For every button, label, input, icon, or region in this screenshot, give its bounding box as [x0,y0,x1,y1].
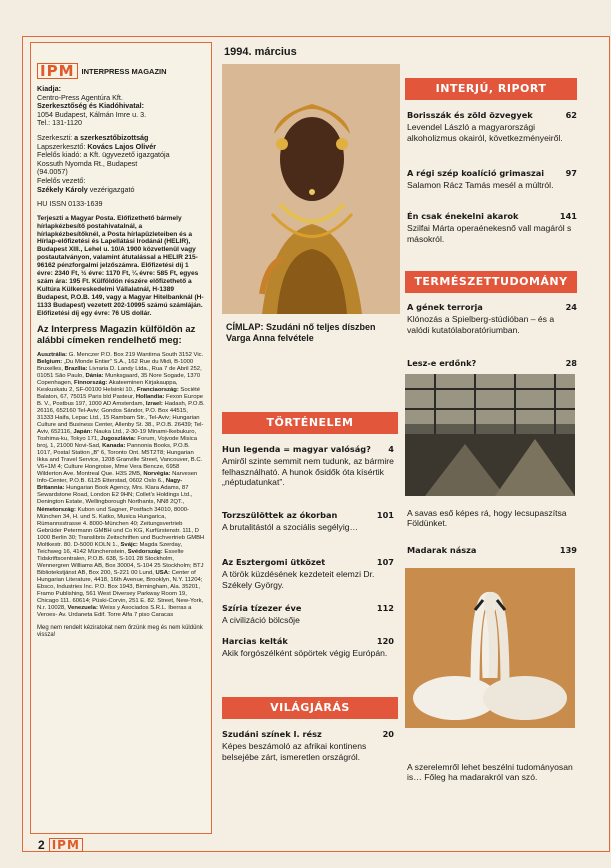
article-page: 101 [376,510,394,520]
swans-illustration [405,568,575,728]
toc-item[interactable] [222,603,394,626]
article-title: A gének terrorja [407,302,483,312]
article-desc: Salamon Rácz Tamás mesél a múltról. [407,180,554,191]
article-page: 24 [565,302,577,312]
article-title: A régi szép koalíció grimaszai [407,168,545,178]
toc-item[interactable] [407,358,577,368]
ipm-logo: IPM [37,63,78,79]
acid-rain-photo [405,374,575,496]
article-desc: Klónozás a Spielberg-stúdióban – és a valódi kutatólaboratóriumban. [407,314,555,335]
article-title: Borisszák és zöld özvegyek [407,110,533,120]
issue-date: 1994. március [224,46,297,58]
article-page: 139 [559,545,577,555]
section-vilagjaras: VILÁGJÁRÁS [222,697,398,719]
article-title: Szíria tízezer éve [222,603,302,613]
foreign-addresses: Ausztrália: G. Menczer P.O. Box 219 Wantirna South 3152 Vic. Belgium: „Du Monde Entier” S.A., 162 Rue du Midi, B-1000 Bruxelles, Brazília: Livraria D. Landy Ltda., Rua 7 de Abril 252, 01051 São Paulo, Dánia: Munksgaard, 35 Nore Sogade, 1370 Copenhagen, Finnország: Akateeminen Kirjakauppa, Keskuskatu 2, SF-00100 Helsinki 10., Franciaország: Société Balaton, 67, 75015 Paris bld Pasteur, Hollandia: Fexon Europe B. V., Postbus 197, 1000 AD Amsterdam, Izrael: Hadash, P.O.B. 26116, 652160 Tel-Aviv; Gondos Sándor, P.O. Box 44515, 31333 Haifa, Lepac Ltd., 15 Rambam Str., Tel-Aviv; Hungarian Culture and Business Center, Allenby St. 38., P.O.B. 26439; Tel-Aviv, 652116, Japán: Nauka Ltd., 2-30-19 Minami-Ikebukuro, Toshima-ku, Tokyo 171, Jugoszlávia: Forum, Vojvode Misica broj, 1, 21000 Novi-Sad, Kanada: Pannonia Books, P.O.B. 1017, Postal Station „B” 6, Toronto Ont. M5T2T8; Hungarian Ikka and Travel Service, 1208 Granville Street, Vancouver, B.C. V6+1M 4; Culture Hongroise, Mme Vera Bencze, 6958 Wilderton Ave. Montreal Que. H3S 2M5, Norvégia: Narvesen Info-Center, P.O.B. 6125 Etterstad, 0602 Oslo 6., Nagy-Britannia: Hungarian Book Agency, Mrs. Klara Adams, 87 Sewardstone Road, London E2 9HN; Collet's Holdings Ltd., Denington Estate, Wellingborough Northants, NN8 2QT., Németország: Kubon und Sagner, Postfach 34010, 8000-München 34, H. und S. Katko, Musica Hungarica, Rümannsstrasse 4. 8000-München 40; Zeitungsvertrieb Gebrüder Petermann GMBH und Co KG, Kurfürstenstr. 111, D 1000 Berlin 30; Translibris Zeitschriften und Buchvertrieb GMBH Moltkestr. 80. D-5000 KOLN 1., Svájc: Magda Szerday, Teichweg 16, 4142 Münchenstein, Svédország: Esselte Tidskriftscentralen, P.O.B. 638, S-101 28 Stockholm, Wennergren Williams AB, Box 30004, S-104 25 Stockholm; BTJ Bibliotekstjänst AB, Box 200, S-221 00 Lund, USA: Center of Hungarian Literature, 4418, 16th Avenue, Brooklyn, N.Y. 11204; Ebsco, Industries Inc. P.O. Box 1943, Birmingham, Ala. 35201, Framo Publishing, 561 West Diversey Parkway Room 19, Chicago 111. 60614; Püski-Corvin, 251 E. 82. Street, New-York, N.r. 10028, Venezuela: Weiss y Asociados S.R.L. Iberras a Veroes- Av. Urdaneta Edif. Torre Alfa 7 piso Caracas [37,351,205,619]
article-desc: A brutalitástól a szociális segélyig… [222,522,359,533]
toc-item[interactable] [222,510,394,533]
toc-item[interactable] [407,110,577,143]
article-page: 141 [559,211,577,221]
article-title: Torzszülöttek az ókorban [222,510,338,520]
cover-photo-illustration [222,64,400,314]
publisher-info: Kiadja: Centro-Press Agentúra Kft. Szerkesztőség és Kiadóhivatal: 1054 Budapest, Kálmán Imre u. 3. Tel.: 131-1120 [37,84,147,128]
swans-photo [405,568,575,728]
page-footer [38,838,83,852]
article-page: 97 [565,168,577,178]
toc-item[interactable] [222,729,394,762]
toc-item[interactable] [222,557,394,590]
masthead [37,63,205,79]
toc-item[interactable] [407,168,577,191]
article-title: Harcias kelták [222,636,288,646]
acid-rain-caption: A savas eső képes rá, hogy lecsupaszítsa Földünket. [407,508,567,529]
photo-caption [407,760,577,783]
toc-item[interactable] [222,636,394,659]
toc-item[interactable] [407,211,577,244]
colophon-box [30,42,212,834]
article-title: Lesz-e erdőnk? [407,358,477,368]
magazine-name: INTERPRESS MAGAZIN [81,66,167,76]
footer-logo: IPM [49,838,83,852]
article-page: 4 [388,444,394,454]
section-termeszet: TERMÉSZETTUDOMÁNY [405,271,577,293]
article-desc: Szilfai Márta operaénekesnő vall magáról s másokról. [407,223,572,244]
article-title: Hun legenda = magyar valóság? [222,444,371,454]
cover-caption: CÍMLAP: Szudáni nő teljes díszben Varga Anna felvétele [226,322,376,343]
article-page: 120 [376,636,394,646]
cover-photo [222,64,400,314]
article-title: Az Esztergomi ütközet [222,557,326,567]
manuscript-note: Meg nem rendelt kéziratokat nem őrzünk meg és nem küldünk vissza! [37,625,203,639]
article-page: 62 [565,110,577,120]
article-title: Én csak énekelni akarok [407,211,519,221]
article-page: 107 [376,557,394,567]
toc-item[interactable] [407,545,577,555]
issn: HU ISSN 0133-1639 [37,199,103,209]
swans-caption: A szerelemről lehet beszélni tudományosan is… Főleg ha madarakról van szó. [407,762,573,783]
article-page: 20 [382,729,394,739]
article-desc: A civilizáció bölcsője [222,615,300,626]
article-desc: A török küzdésének kezdeteit elemzi Dr. Székely György. [222,569,375,590]
article-desc: Képes beszámoló az afrikai kontinens belsejébe zárt, ismeretlen országról. [222,741,367,762]
article-title: Szudáni színek I. rész [222,729,322,739]
staff-info: Szerkeszti: a szerkesztőbizottság Lapszerkesztő: Kovács Lajos Olivér Felelős kiadó: a Kft. ügyvezető igazgatója Kossuth Nyomda Rt., Budapest (94.0057) Felelős vezető: Székely Károly vezérigazgató [37,132,170,194]
distribution-info: Terjeszti a Magyar Posta. Előfizethető bármely hírlapkézbesítő postahivatalnál, a hírlapkézbesítőknél, a Posta hírlapüzleteiben és a Hírlap-előfizetési és Lapellátási Irodánál (HELIR), Budapest XIII., Lehel u. 10/A 1900 közvetlenül vagy postautalványon, valamint átutalással a HELIR 215-96162 pénzforgalmi jelzőszámra. Előfizetési díj 1 évre: 2340 Ft, ½ évre: 1170 Ft, ¼ évre: 585 Ft, egyes szám ára: 195 Ft. Külföldön részére előfizethető a Kultúra Külkereskedelmi Vállalatnál, H-1389 Budapest, P.O.B. 149, vagy a Magyar Hitelbanknál (H-1133 Budapest) vezetett 202-10995 számú számláján. Előfizetési díj egy évre: 76 US dollár. [37,214,204,317]
article-page: 28 [565,358,577,368]
section-interju: INTERJÚ, RIPORT [405,78,577,100]
toc-item[interactable] [222,444,394,487]
article-desc: Akik forgószélként söpörtek végig Európán. [222,648,388,659]
article-page: 112 [376,603,394,613]
page-number: 2 [38,838,45,852]
article-desc: Amiről szinte semmit nem tudunk, az bármire felhasználható. A hunok ősidők óta kísértik „néptudatunkat”. [222,456,394,487]
greenhouse-illustration [405,374,575,496]
toc-item[interactable] [407,302,577,335]
section-tortenelem: TÖRTÉNELEM [222,412,398,434]
foreign-order-heading: Az Interpress Magazin külföldön az alábbi címeken rendelhető meg: [37,323,196,346]
article-desc: Levendel László a magyarországi alkoholizmus okairól, következményeiről. [407,122,563,143]
photo-caption [407,506,577,529]
article-title: Madarak násza [407,545,477,555]
